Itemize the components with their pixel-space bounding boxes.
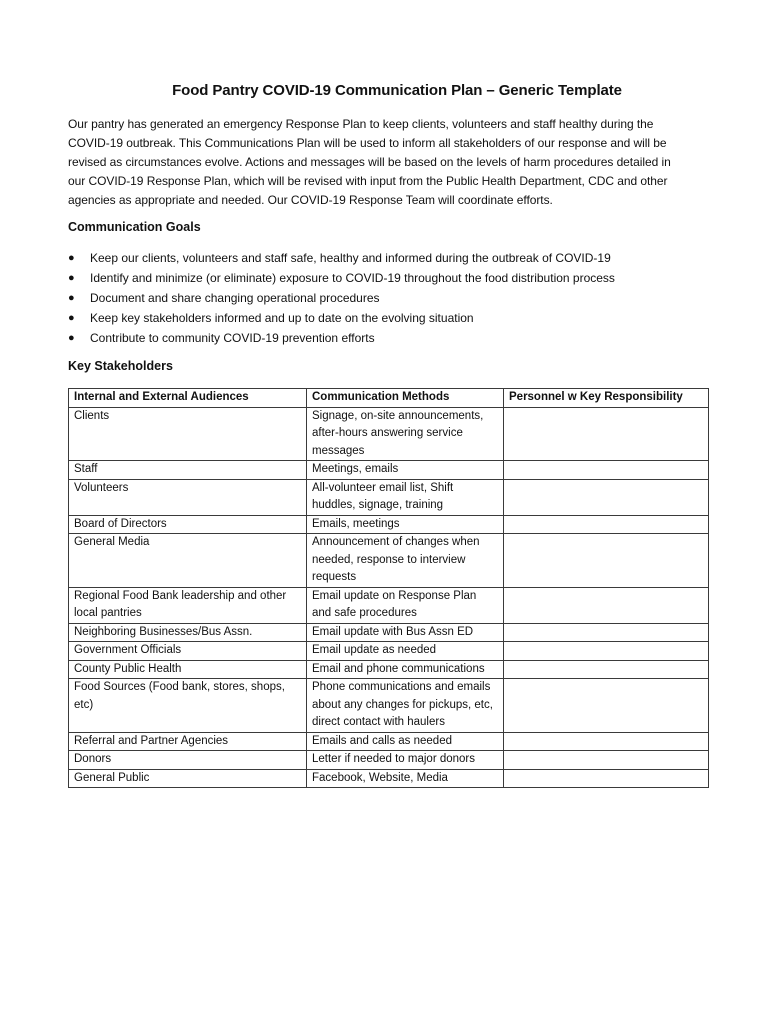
methods-cell: Emails and calls as needed [307,732,504,751]
methods-cell: Letter if needed to major donors [307,751,504,770]
audience-cell: Neighboring Businesses/Bus Assn. [69,623,307,642]
audience-cell: General Media [69,534,307,588]
bullet-icon: ● [68,272,75,284]
audience-cell: Referral and Partner Agencies [69,732,307,751]
methods-cell: Phone communications and emails about any changes for pickups, etc, direct contact with haulers [307,679,504,733]
audience-cell: Regional Food Bank leadership and other local pantries [69,587,307,623]
goals-list [68,250,615,350]
list-item [68,270,615,290]
personnel-cell [504,679,709,733]
column-header-personnel: Personnel w Key Responsibility [504,389,709,408]
personnel-cell [504,660,709,679]
methods-cell: Signage, on-site announcements, after-hours answering service messages [307,407,504,461]
methods-cell: Announcement of changes when needed, response to interview requests [307,534,504,588]
intro-line: our COVID-19 Response Plan, which will be revised with input from the Public Health Department, CDC and other [68,174,668,188]
stakeholders-heading: Key Stakeholders [68,359,173,373]
bullet-icon: ● [68,332,75,344]
personnel-cell [504,769,709,788]
intro-line: COVID-19 outbreak. This Communications Plan will be used to inform all stakeholders of our response and will be [68,136,667,150]
personnel-cell [504,642,709,661]
personnel-cell [504,534,709,588]
table-row [69,623,709,642]
table-row [69,732,709,751]
bullet-icon: ● [68,312,75,324]
goal-text: Contribute to community COVID-19 prevention efforts [90,331,375,345]
goals-heading: Communication Goals [68,220,201,234]
table-row [69,515,709,534]
table-row [69,461,709,480]
intro-line: Our pantry has generated an emergency Response Plan to keep clients, volunteers and staff healthy during the [68,117,654,131]
table-row [69,769,709,788]
table-row [69,660,709,679]
list-item [68,290,615,310]
list-item [68,250,615,270]
table-row [69,751,709,770]
personnel-cell [504,751,709,770]
audience-cell: Board of Directors [69,515,307,534]
goal-text: Keep key stakeholders informed and up to date on the evolving situation [90,311,474,325]
personnel-cell [504,732,709,751]
intro-paragraph [68,115,708,210]
methods-cell: Email update on Response Plan and safe procedures [307,587,504,623]
table-row [69,642,709,661]
goal-text: Keep our clients, volunteers and staff safe, healthy and informed during the outbreak of COVID-19 [90,251,611,265]
table-row [69,479,709,515]
audience-cell: Donors [69,751,307,770]
audience-cell: General Public [69,769,307,788]
methods-cell: All-volunteer email list, Shift huddles, signage, training [307,479,504,515]
personnel-cell [504,515,709,534]
bullet-icon: ● [68,292,75,304]
column-header-audiences: Internal and External Audiences [69,389,307,408]
document-title: Food Pantry COVID-19 Communication Plan – Generic Template [172,82,622,99]
audience-cell: Volunteers [69,479,307,515]
intro-line: agencies as appropriate and needed. Our COVID-19 Response Team will coordinate efforts. [68,193,553,207]
personnel-cell [504,587,709,623]
table-row [69,534,709,588]
goal-text: Identify and minimize (or eliminate) exposure to COVID-19 throughout the food distribution process [90,271,615,285]
methods-cell: Meetings, emails [307,461,504,480]
bullet-icon: ● [68,252,75,264]
personnel-cell [504,623,709,642]
personnel-cell [504,461,709,480]
table-row [69,679,709,733]
stakeholders-table [68,388,709,788]
table-header-row [69,389,709,408]
column-header-methods: Communication Methods [307,389,504,408]
personnel-cell [504,479,709,515]
audience-cell: Staff [69,461,307,480]
list-item [68,330,615,350]
methods-cell: Facebook, Website, Media [307,769,504,788]
audience-cell: County Public Health [69,660,307,679]
methods-cell: Email and phone communications [307,660,504,679]
methods-cell: Emails, meetings [307,515,504,534]
audience-cell: Food Sources (Food bank, stores, shops, etc) [69,679,307,733]
intro-line: revised as circumstances evolve. Actions and messages will be based on the levels of harm procedures detailed in [68,155,671,169]
table-row [69,587,709,623]
goal-text: Document and share changing operational procedures [90,291,380,305]
personnel-cell [504,407,709,461]
audience-cell: Government Officials [69,642,307,661]
methods-cell: Email update as needed [307,642,504,661]
methods-cell: Email update with Bus Assn ED [307,623,504,642]
list-item [68,310,615,330]
audience-cell: Clients [69,407,307,461]
table-row [69,407,709,461]
